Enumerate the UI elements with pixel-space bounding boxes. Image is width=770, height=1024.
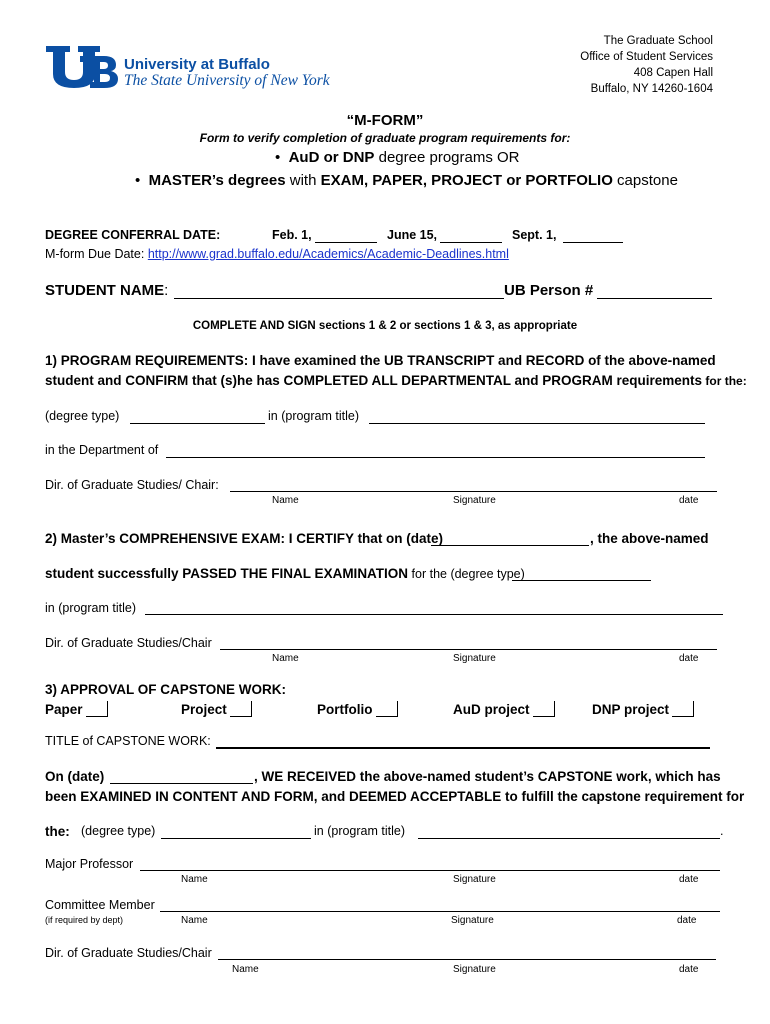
- bullet2-bold2: EXAM, PAPER, PROJECT or PORTFOLIO: [320, 172, 613, 189]
- instructions: COMPLETE AND SIGN sections 1 & 2 or sections 1 & 3, as appropriate: [192, 320, 578, 332]
- s1-degree-type-label: (degree type): [45, 409, 120, 423]
- committee-member-field[interactable]: [160, 911, 720, 912]
- s3-degree-type-field[interactable]: [161, 838, 311, 839]
- s3-dir-name: Name: [232, 964, 259, 975]
- section2-line2-rest: for the (degree type): [408, 567, 525, 581]
- conferral-feb: Feb. 1,: [272, 228, 312, 242]
- major-professor-field[interactable]: [140, 870, 720, 871]
- due-date-label: M-form Due Date:: [45, 247, 148, 261]
- option-portfolio-checkbox[interactable]: [376, 701, 398, 717]
- option-project[interactable]: [181, 701, 252, 717]
- s1-sig-date: date: [679, 495, 699, 506]
- s2-director-field[interactable]: [220, 649, 717, 650]
- conferral-label: DEGREE CONFERRAL DATE:: [45, 228, 221, 242]
- bullet1-rest: degree programs OR: [374, 149, 520, 166]
- conferral-june: June 15,: [387, 228, 438, 242]
- s3-director-label: Dir. of Graduate Studies/Chair: [45, 946, 212, 960]
- s3-period: .: [720, 824, 724, 838]
- section2-line2-bold: student successfully PASSED THE FINAL EXAMINATION: [45, 566, 409, 581]
- s2-sig-signature: Signature: [453, 653, 496, 664]
- option-paper-label: Paper: [45, 702, 83, 717]
- form-subtitle: Form to verify completion of graduate program requirements for:: [199, 131, 571, 145]
- bullet2-rest: capstone: [612, 172, 678, 189]
- capstone-title-label: TITLE of CAPSTONE WORK:: [45, 734, 211, 748]
- option-dnp-checkbox[interactable]: [672, 701, 694, 717]
- option-dnp[interactable]: [592, 701, 694, 717]
- section2-heading-a: 2) Master’s COMPREHENSIVE EXAM: I CERTIFY that on (date): [45, 531, 444, 546]
- conferral-june-field[interactable]: [440, 242, 502, 243]
- committee-member-label: Committee Member: [45, 898, 155, 912]
- s3-director-field[interactable]: [218, 959, 716, 960]
- s3-cm-signature: Signature: [451, 915, 494, 926]
- bullet2-mid: with: [285, 172, 321, 189]
- conferral-sept: Sept. 1,: [512, 228, 557, 242]
- option-aud-label: AuD project: [453, 702, 530, 717]
- section2-line2: [45, 566, 525, 581]
- section1-heading-line2-end: for the:: [702, 374, 747, 388]
- major-professor-label: Major Professor: [45, 857, 134, 871]
- logo-line1: University at Buffalo: [124, 56, 270, 73]
- s3-the: the:: [45, 824, 70, 839]
- bullet-masters: [135, 172, 678, 189]
- s1-department-label: in the Department of: [45, 443, 159, 457]
- option-paper[interactable]: [45, 701, 108, 717]
- section1-heading-line2-bold: student and CONFIRM that (s)he has COMPLETED ALL DEPARTMENTAL and PROGRAM requirements: [45, 373, 703, 388]
- option-portfolio[interactable]: [317, 701, 398, 717]
- ub-logo: [44, 44, 330, 90]
- address-line: Office of Student Services: [580, 51, 713, 63]
- option-dnp-label: DNP project: [592, 702, 670, 717]
- option-aud-checkbox[interactable]: [533, 701, 555, 717]
- student-name-colon: :: [164, 282, 169, 299]
- section3-heading: 3) APPROVAL OF CAPSTONE WORK:: [45, 682, 287, 697]
- s1-department-field[interactable]: [166, 457, 705, 458]
- s1-sig-name: Name: [272, 495, 299, 506]
- bullet-dot: •: [135, 172, 149, 189]
- s2-degree-type-field[interactable]: [512, 580, 651, 581]
- s3-p2: been EXAMINED IN CONTENT AND FORM, and DEEMED ACCEPTABLE to fulfill the capstone requirement for: [45, 789, 745, 804]
- s1-sig-signature: Signature: [453, 495, 496, 506]
- address-block: [580, 33, 713, 97]
- option-paper-checkbox[interactable]: [86, 701, 108, 717]
- logo-line2: The State University of New York: [124, 72, 330, 89]
- s3-received-date-field[interactable]: [110, 783, 253, 784]
- s3-dir-signature: Signature: [453, 964, 496, 975]
- s2-sig-date: date: [679, 653, 699, 664]
- section1-heading-line1: 1) PROGRAM REQUIREMENTS: I have examined the UB TRANSCRIPT and RECORD of the above-named: [45, 353, 716, 368]
- if-required-note: (if required by dept): [45, 915, 124, 925]
- student-name-label: [45, 282, 168, 299]
- ub-logo-mark-icon: [44, 44, 120, 90]
- bullet1-bold: AuD or DNP: [288, 149, 375, 166]
- s1-degree-type-field[interactable]: [130, 423, 265, 424]
- conferral-feb-field[interactable]: [315, 242, 377, 243]
- s2-exam-date-field[interactable]: [431, 545, 589, 546]
- bullet2-bold1: MASTER’s degrees: [148, 172, 286, 189]
- option-project-label: Project: [181, 702, 227, 717]
- bullet-aud-dnp: [275, 149, 520, 166]
- bullet-dot: •: [275, 149, 289, 166]
- s2-director-label: Dir. of Graduate Studies/Chair: [45, 636, 212, 650]
- s2-program-field[interactable]: [145, 614, 723, 615]
- due-date-line: [45, 247, 509, 261]
- s3-program-field[interactable]: [418, 838, 720, 839]
- s1-program-label: in (program title): [268, 409, 359, 423]
- option-portfolio-label: Portfolio: [317, 702, 373, 717]
- s1-director-field[interactable]: [230, 491, 717, 492]
- s3-mp-date: date: [679, 874, 699, 885]
- conferral-sept-field[interactable]: [563, 242, 623, 243]
- s3-p1a: On (date): [45, 769, 105, 784]
- s3-dir-date: date: [679, 964, 699, 975]
- student-name-text: STUDENT NAME: [45, 282, 165, 299]
- form-title: “M-FORM”: [346, 112, 424, 129]
- section2-heading-b: , the above-named: [590, 531, 709, 546]
- s2-program-label: in (program title): [45, 601, 136, 615]
- option-aud[interactable]: [453, 701, 555, 717]
- ub-person-field[interactable]: [597, 298, 712, 299]
- s3-program-label: in (program title): [314, 824, 405, 838]
- s2-sig-name: Name: [272, 653, 299, 664]
- option-project-checkbox[interactable]: [230, 701, 252, 717]
- section1-heading-line2: [45, 373, 747, 388]
- s1-program-field[interactable]: [369, 423, 705, 424]
- s3-degree-type-label: (degree type): [81, 824, 156, 838]
- student-name-field[interactable]: [174, 298, 504, 299]
- s1-director-label: Dir. of Graduate Studies/ Chair:: [45, 478, 219, 492]
- s3-mp-name: Name: [181, 874, 208, 885]
- s3-cm-date: date: [677, 915, 697, 926]
- ub-person-label: UB Person #: [504, 282, 594, 299]
- s3-mp-signature: Signature: [453, 874, 496, 885]
- address-line: 408 Capen Hall: [633, 67, 713, 79]
- s3-cm-name: Name: [181, 915, 208, 926]
- capstone-title-field[interactable]: [216, 747, 710, 749]
- address-line: Buffalo, NY 14260-1604: [590, 83, 713, 95]
- deadlines-link[interactable]: http://www.grad.buffalo.edu/Academics/Academic-Deadlines.html: [147, 247, 509, 261]
- address-line: The Graduate School: [603, 35, 713, 47]
- s3-p1b: , WE RECEIVED the above-named student’s CAPSTONE work, which has: [254, 769, 721, 784]
